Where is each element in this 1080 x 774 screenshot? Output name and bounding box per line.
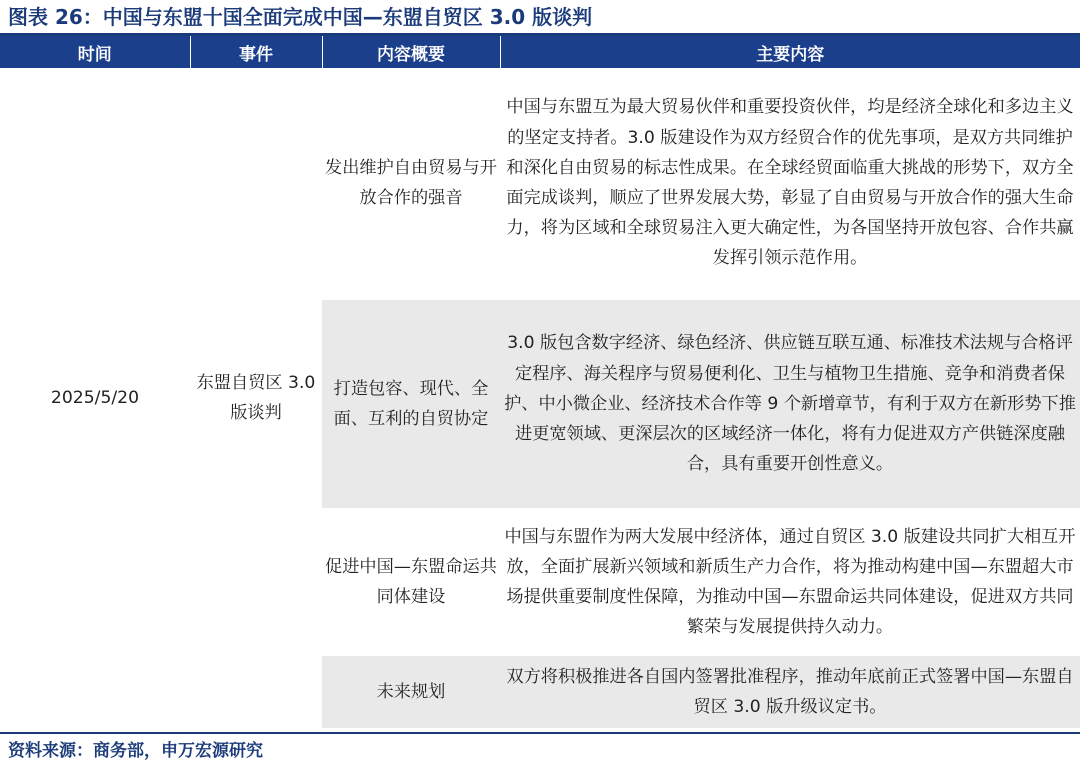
summary-cell: 促进中国—东盟命运共同体建设 (322, 509, 500, 655)
events-table (0, 36, 1080, 728)
header-summary: 内容概要 (322, 36, 500, 68)
bottom-divider (0, 732, 1080, 734)
summary-cell: 未来规划 (322, 655, 500, 728)
header-time: 时间 (0, 36, 190, 68)
summary-cell: 打造包容、现代、全面、互利的自贸协定 (322, 299, 500, 509)
content-cell: 3.0 版包含数字经济、绿色经济、供应链互联互通、标准技术法规与合格评定程序、海关程序与贸易便利化、卫生与植物卫生措施、竞争和消费者保护、中小微企业、经济技术合作等 9 个新增章节，有利于双方在新形势下推进更宽领域、更深层次的区域经济一体化，将有力促进双方产供链深度融合，具有重要开创性意义。 (500, 299, 1080, 509)
date-cell: 2025/5/20 (0, 68, 190, 728)
table-header-row (0, 36, 1080, 68)
content-cell: 双方将积极推进各自国内签署批准程序，推动年底前正式签署中国—东盟自贸区 3.0 版升级议定书。 (500, 655, 1080, 728)
content-cell: 中国与东盟互为最大贸易伙伴和重要投资伙伴，均是经济全球化和多边主义的坚定支持者。3.0 版建设作为双方经贸合作的优先事项，是双方共同维护和深化自由贸易的标志性成果。在全球经贸面临重大挑战的形势下，双方全面完成谈判，顺应了世界发展大势，彰显了自由贸易与开放合作的强大生命力，将为区域和全球贸易注入更大确定性，为各国坚持开放包容、合作共赢发挥引领示范作用。 (506, 97, 1074, 269)
content-cell: 中国与东盟作为两大发展中经济体，通过自贸区 3.0 版建设共同扩大相互开放，全面扩展新兴领域和新质生产力合作，将为推动构建中国—东盟超大市场提供重要制度性保障，为推动中国—东盟命运共同体建设，促进双方共同繁荣与发展提供持久动力。 (500, 509, 1080, 655)
header-main-content: 主要内容 (500, 36, 1080, 68)
source-note: 资料来源：商务部，申万宏源研究 (8, 741, 263, 761)
event-cell: 东盟自贸区 3.0 版谈判 (190, 68, 322, 728)
table-row (0, 68, 1080, 299)
header-event: 事件 (190, 36, 322, 68)
summary-cell: 发出维护自由贸易与开放合作的强音 (325, 157, 497, 208)
figure-title: 图表 26：中国与东盟十国全面完成中国—东盟自贸区 3.0 版谈判 (8, 5, 593, 29)
